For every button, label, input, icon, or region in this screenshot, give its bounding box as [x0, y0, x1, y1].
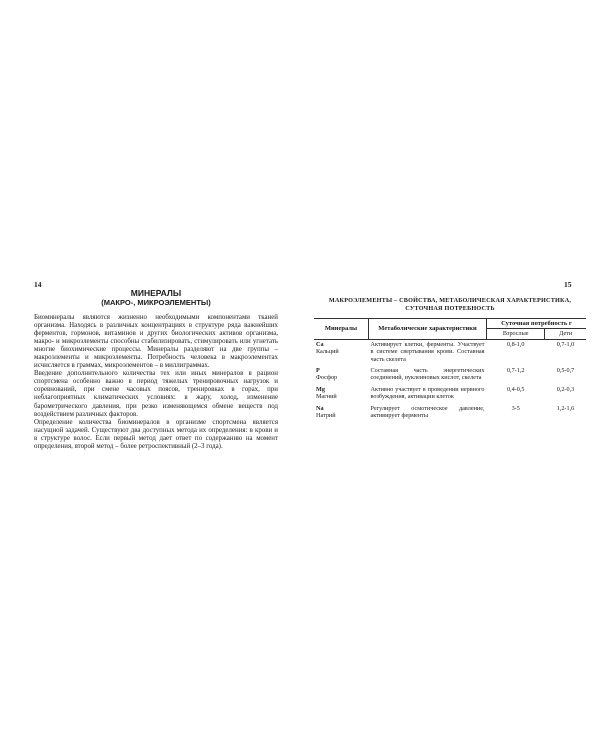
mineral-symbol: P	[316, 367, 320, 375]
section-subtitle: (МАКРО-, МИКРОЭЛЕМЕНТЫ)	[101, 298, 211, 307]
paragraph: Биоминералы являются жизненно необходимыми компонентами тканей организма. Находясь в различных концентрациях в структуре ряда важнейших ферментов, гормонов, витаминов и других биологических активов организма, макро- и микроэлементы способны стабилизировать, стимулировать или угнетать многие биохимические процессы. Минералы разделяют на две группы – макроэлементы и микроэлементы. Потребность человека в макроэлементах исчисляется в граммах, микроэлементов – в миллиграммах.	[34, 314, 278, 370]
characteristics-cell: Регулирует осмотическое давление, активирует ферменты	[370, 404, 485, 420]
adults-value: 3-5	[511, 404, 520, 412]
mineral-name: Фосфор	[316, 374, 338, 382]
mineral-name: Кальций	[316, 348, 339, 356]
adults-value: 0,7-1,2	[506, 367, 525, 375]
characteristics-cell: Активно участвует в проведении нервного возбуждения, активации клеток	[370, 385, 485, 401]
adults-value: 0,8-1,0	[506, 340, 525, 348]
table-title-line: МАКРОЭЛЕМЕНТЫ – СВОЙСТВА, МЕТАБОЛИЧЕСКАЯ ХАРАКТЕРИСТИКА,	[328, 297, 572, 304]
mineral-cell	[314, 404, 369, 423]
mineral-cell	[314, 339, 369, 366]
body-text	[34, 314, 278, 451]
macroelements-table	[314, 318, 586, 422]
children-value: 0,5-0,7	[556, 367, 575, 375]
table-row	[314, 404, 586, 423]
table-title	[314, 297, 586, 312]
section-heading	[34, 288, 278, 307]
mineral-cell	[314, 385, 369, 404]
page-number: 14	[34, 280, 42, 289]
mineral-symbol: Na	[316, 404, 324, 412]
mineral-name: Магний	[316, 393, 337, 401]
column-header-characteristics: Метаболические характеристики	[369, 319, 487, 340]
mineral-cell	[314, 366, 369, 385]
adults-value: 0,4-0,5	[506, 385, 525, 393]
table-row	[314, 385, 586, 404]
mineral-name: Натрий	[316, 412, 336, 420]
column-header-daily-need: Суточная потребность г	[487, 319, 587, 329]
column-header-children: Дети	[545, 329, 586, 339]
children-value: 1,2-1,6	[556, 404, 575, 412]
page-number: 15	[564, 280, 572, 289]
table-title-line: СУТОЧНАЯ ПОТРЕБНОСТЬ	[405, 304, 495, 312]
column-header-minerals: Минералы	[314, 319, 369, 340]
table-row	[314, 339, 586, 366]
mineral-symbol: Mg	[316, 385, 325, 393]
column-header-adults: Взрослые	[487, 329, 545, 339]
right-page	[300, 0, 600, 750]
paragraph: Определение количества биоминералов в организме спортсмена является насущной задачей. Существуют два доступных метода их определения: в крови и в структуре волос. Если первый метод дает ответ по содержанию на момент определения, второй метод – более ретроспективный (2–3 года).	[34, 418, 278, 450]
characteristics-cell: Составная часть энергетических соединений, нуклеиновых кислот, скелета	[370, 367, 485, 382]
section-title: МИНЕРАЛЫ	[130, 288, 182, 298]
paragraph: Введение дополнительного количества тех или иных минералов в рацион спортсмена особенно важно в период тяжелых тренировочных нагрузок и соревнований, при смене часовых поясов, тренировках в горах, при неблагоприятных климатических условиях: в жару, холод, изменение барометрического давления, при резко изменяющемся обмене веществ под воздействием различных факторов.	[34, 370, 278, 418]
children-value: 0,2-0,3	[556, 385, 575, 393]
mineral-symbol: Ca	[316, 340, 324, 348]
children-value: 0,7-1,0	[556, 340, 575, 348]
table-row	[314, 366, 586, 385]
characteristics-cell: Активирует клетки, ферменты. Участвует в системе свертывания крови. Составная часть скелета	[370, 340, 485, 363]
